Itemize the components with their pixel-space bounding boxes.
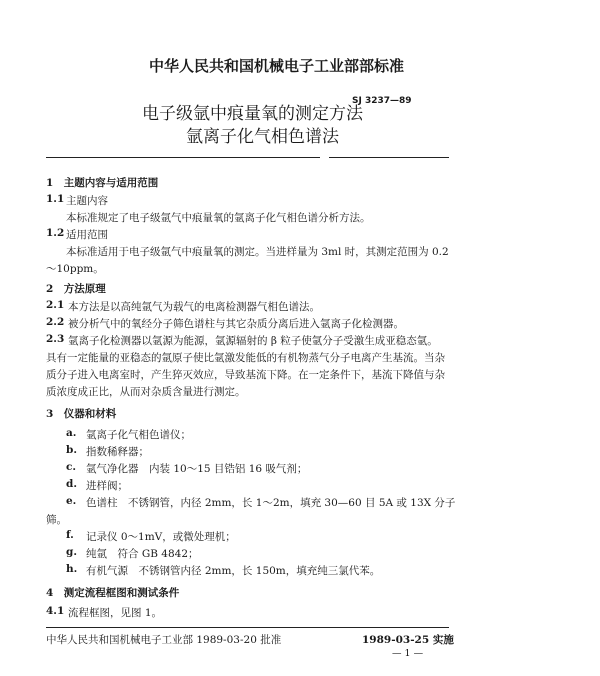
list-item-h-text: 有机气源 不锈钢管内径 2mm，长 150m，填充纯三氯代苯。: [86, 565, 381, 577]
list-item-d-label: d.: [66, 478, 77, 490]
clause-1-1-text: 本标准规定了电子级氩气中痕量氧的氩离子化气相色谱分析方法。: [66, 212, 371, 224]
list-item-e-continuation: 筛。: [46, 514, 67, 526]
list-item-e-text: 色谱柱 不锈钢管，内径 2mm，长 1～2m，填充 30—60 目 5A 或 13X 分子: [86, 497, 456, 509]
clause-4-1-text: 流程框图，见图 1。: [68, 607, 163, 619]
list-item-b-label: b.: [66, 444, 77, 456]
page-number: — 1 —: [392, 648, 424, 659]
list-item-g-text: 纯氩 符合 GB 4842；: [86, 548, 199, 560]
list-item-g-label: g.: [66, 546, 77, 558]
list-item-e-label: e.: [66, 495, 77, 507]
document-title-line1: 电子级氩中痕量氧的测定方法: [142, 104, 363, 124]
header-rule-left: [46, 157, 320, 158]
effective-date: 1989-03-25 实施: [362, 634, 454, 646]
list-item-h-label: h.: [66, 563, 78, 575]
list-item-d-text: 进样阀；: [86, 480, 128, 492]
list-item-a-text: 氩离子化气相色谱仪；: [86, 429, 191, 441]
footer-rule: [46, 627, 449, 628]
org-standard-title: 中华人民共和国机械电子工业部部标准: [149, 57, 405, 75]
approval-line: 中华人民共和国机械电子工业部 1989-03-20 批准: [46, 634, 282, 646]
section-2-heading: 2 方法原理: [46, 283, 106, 295]
section-3-heading: 3 仪器和材料: [46, 408, 117, 420]
clause-2-2-number: 2.2: [46, 316, 65, 328]
list-item-b-text: 指数稀释器；: [86, 446, 149, 458]
section-4-heading: 4 测定流程框图和测试条件: [46, 587, 180, 599]
section-1-heading: 1 主题内容与适用范围: [46, 177, 159, 189]
clause-2-1-text: 本方法是以高纯氩气为载气的电离检测器气相色谱法。: [68, 301, 320, 313]
standard-code: SJ 3237—89: [352, 96, 412, 106]
clause-1-2-number: 1.2: [46, 227, 65, 239]
list-item-a-label: a.: [66, 427, 77, 439]
clause-2-1-number: 2.1: [46, 299, 65, 311]
clause-2-3-number: 2.3: [46, 333, 65, 345]
clause-1-1-title: 主题内容: [66, 195, 108, 207]
clause-2-3-line3: 质分子进入电离室时，产生猝灭效应，导致基流下降。在一定条件下，基流下降值与杂: [46, 369, 445, 381]
clause-2-2-text: 被分析气中的氧经分子筛色谱柱与其它杂质分离后进入氩离子化检测器。: [68, 318, 404, 330]
clause-4-1-number: 4.1: [46, 605, 65, 617]
header-rule-right: [329, 157, 449, 158]
list-item-c-label: c.: [66, 461, 77, 473]
clause-1-2-text-line2: ～10ppm。: [46, 263, 104, 275]
clause-2-3-line2: 具有一定能量的亚稳态的氩原子使比氩激发能低的有机物蒸气分子电离产生基流。当杂: [46, 352, 445, 364]
clause-1-2-title: 适用范围: [66, 229, 108, 241]
clause-2-3-line4: 质浓度成正比，从而对杂质含量进行测定。: [46, 386, 246, 398]
clause-1-1-number: 1.1: [46, 193, 65, 205]
list-item-f-label: f.: [66, 529, 74, 541]
clause-2-3-line1: 氩离子化检测器以氩源为能源，氩源辐射的 β 粒子使氩分子受激生成亚稳态氩。: [68, 335, 438, 347]
list-item-c-text: 氩气净化器 内装 10～15 目锆铝 16 吸气剂；: [86, 463, 308, 475]
clause-1-2-text-line1: 本标准适用于电子级氩气中痕量氧的测定。当进样量为 3ml 时，其测定范围为 0.2: [66, 246, 449, 258]
document-title-line2: 氩离子化气相色谱法: [186, 127, 339, 147]
list-item-f-text: 记录仪 0～1mV，或微处理机；: [86, 531, 236, 543]
